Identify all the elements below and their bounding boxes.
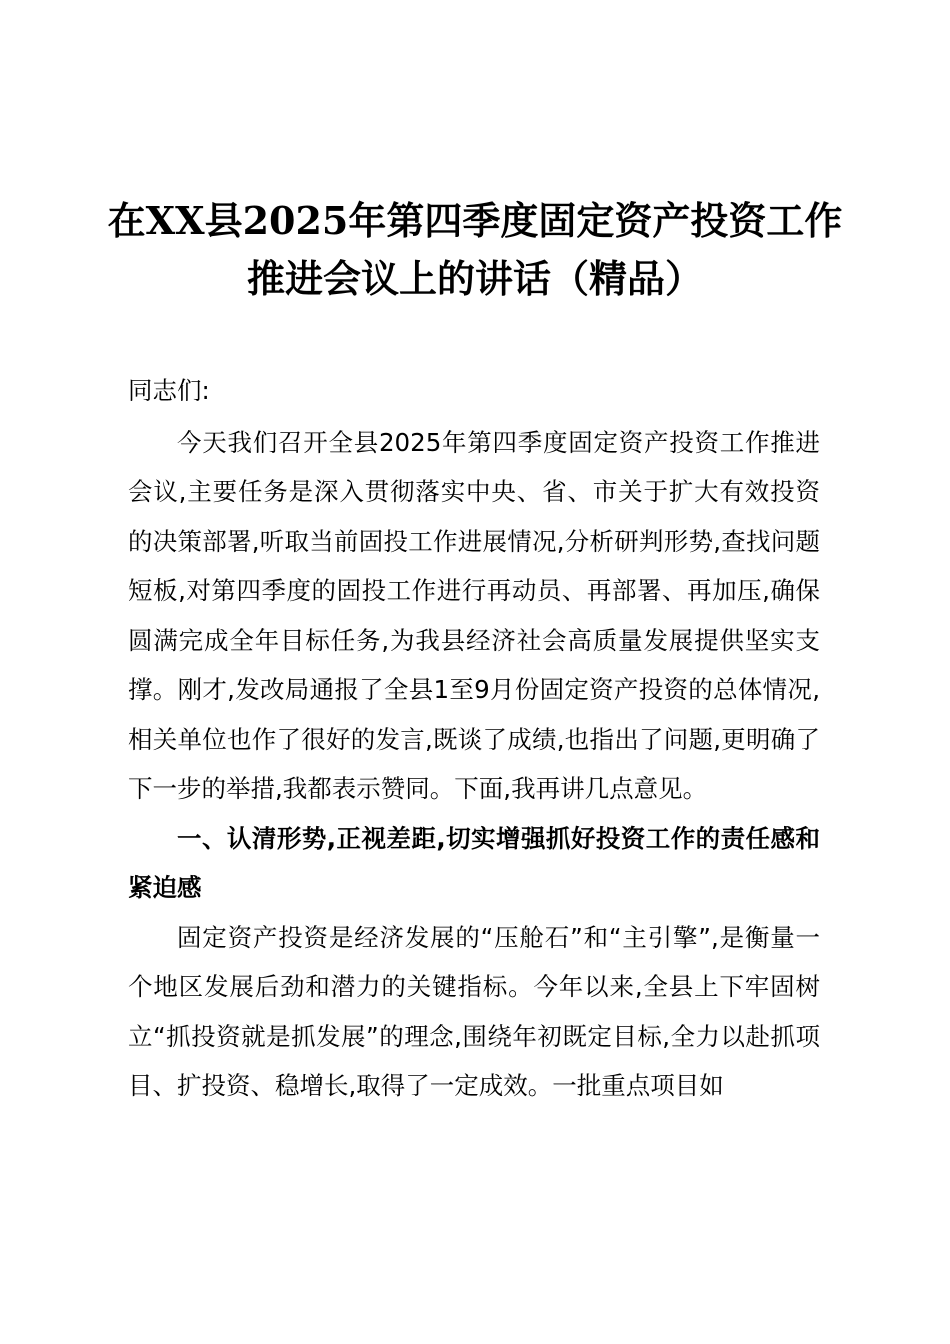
document-body	[128, 366, 820, 1111]
document-title: 在XX县2025年第四季度固定资产投资工作推进会议上的讲话（精品）	[107, 198, 843, 301]
paragraph-opening: 今天我们召开全县2025年第四季度固定资产投资工作推进会议,主要任务是深入贯彻落实中央、省、市关于扩大有效投资的决策部署,听取当前固投工作进展情况,分析研判形势,查找问题短板,对第四季度的固投工作进行再动员、再部署、再加压,确保圆满完成全年目标任务,为我县经济社会高质量发展提供坚实支撑。刚才,发改局通报了全县1至9月份固定资产投资的总体情况,相关单位也作了很好的发言,既谈了成绩,也指出了问题,更明确了下一步的举措,我都表示赞同。下面,我再讲几点意见。	[128, 427, 820, 803]
paragraph-section-1: 固定资产投资是经济发展的“压舱石”和“主引擎”,是衡量一个地区发展后劲和潜力的关键指标。今年以来,全县上下牢固树立“抓投资就是抓发展”的理念,围绕年初既定目标,全力以赴抓项目、扩投资、稳增长,取得了一定成效。一批重点项目如	[128, 922, 820, 1100]
section-heading-1: 一、认清形势,正视差距,切实增强抓好投资工作的责任感和紧迫感	[128, 823, 820, 902]
salutation: 同志们:	[128, 376, 210, 405]
